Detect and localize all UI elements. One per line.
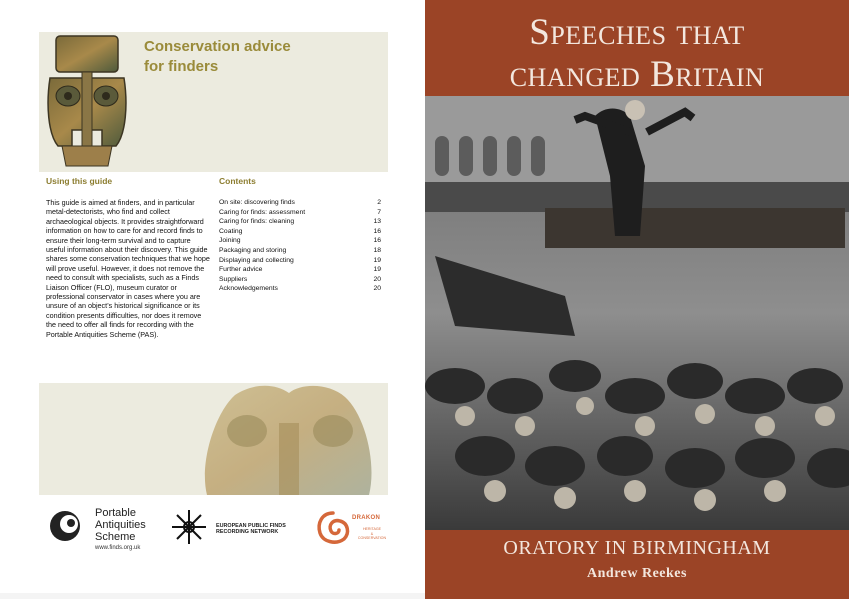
drakon-name: DRAKON	[352, 515, 381, 521]
contents-label: Joining	[219, 237, 241, 245]
contents-page: 16	[373, 227, 381, 235]
pas-logo-icon	[47, 509, 83, 543]
contents-page: 7	[377, 208, 381, 216]
contents-label: On site: discovering finds	[219, 199, 295, 206]
cover-title-line2: changed Britain	[509, 54, 765, 95]
crowd-speech-photo	[425, 96, 849, 530]
contents-label: Coating	[219, 227, 243, 235]
contents-row[interactable]	[219, 208, 381, 218]
contents-page: 16	[373, 237, 381, 245]
contents-page: 20	[373, 285, 381, 293]
intro-paragraph: This guide is aimed at finders, and in particular metal-detectorists, who find and collect archaeological objects. It provides straightforward information on how to care for and record finds to ensure their long-term survival and to capture useful information about their discovery. This guide shares some conservation techniques that we hope will prove useful. However, it does not remove the need to consult with specialists, such as a Finds Liaison Officer (FLO), museum curator or professional conservator in cases where you are unsure of an object’s historical significance or its condition presents difficulties, nor does it remove the need to offer all finds for recording with the Portable Antiquities Scheme (PAS).	[46, 198, 210, 339]
guide-title-line1: Conservation advice	[144, 38, 291, 55]
contents-label: Caring for finds: cleaning	[219, 218, 295, 226]
pas-url[interactable]: www.finds.org.uk	[95, 545, 141, 551]
cover-title-line1: Speeches that	[529, 12, 745, 53]
contents-list	[219, 198, 381, 294]
conservation-guide-page	[0, 0, 425, 593]
epfrn-line1: EUROPEAN PUBLIC FINDS	[216, 523, 286, 529]
contents-page: 13	[373, 218, 381, 226]
contents-label: Suppliers	[219, 275, 248, 283]
contents-label: Caring for finds: assessment	[219, 208, 306, 216]
guide-title	[144, 37, 344, 77]
contents-page: 19	[373, 266, 381, 274]
epfrn-line2: RECORDING NETWORK	[216, 529, 279, 536]
contents-row[interactable]	[219, 284, 381, 294]
partner-logos	[39, 505, 388, 565]
contents-page: 18	[373, 246, 381, 254]
cover-title	[425, 12, 849, 96]
contents-label: Packaging and storing	[219, 246, 287, 254]
contents-label: Displaying and collecting	[219, 256, 294, 264]
pas-line3: Scheme	[95, 531, 136, 543]
contents-row[interactable]	[219, 246, 381, 256]
contents-page: 19	[373, 256, 381, 264]
drakon-line3: CONSERVATION	[357, 536, 387, 541]
contents-page: 2	[377, 199, 381, 206]
contents-page: 20	[373, 275, 381, 283]
contents-row[interactable]	[219, 256, 381, 266]
brooch-detail-image	[39, 383, 388, 495]
epfrn-name	[216, 523, 311, 536]
drakon-subtitle	[357, 527, 387, 541]
contents-row[interactable]	[219, 275, 381, 285]
compass-rune-icon	[169, 507, 209, 547]
footer-band	[39, 383, 388, 495]
contents-label: Further advice	[219, 266, 263, 274]
pas-line1: Portable	[95, 507, 136, 519]
contents-row[interactable]	[219, 198, 381, 208]
book-cover	[425, 0, 849, 599]
drakon-line1: HERITAGE	[362, 527, 382, 531]
drakon-line2: &	[370, 531, 374, 536]
contents-label: Acknowledgements	[219, 285, 278, 293]
contents-row[interactable]	[219, 217, 381, 227]
pas-line2: Antiquities	[95, 519, 146, 531]
cover-subtitle: ORATORY IN BIRMINGHAM	[503, 537, 771, 559]
contents-row[interactable]	[219, 227, 381, 237]
cover-author: Andrew Reekes	[587, 566, 687, 581]
drakon-dragon-icon	[314, 509, 352, 547]
contents-row[interactable]	[219, 265, 381, 275]
pas-name	[95, 507, 146, 543]
contents-row[interactable]	[219, 236, 381, 246]
guide-title-line2: for finders	[144, 58, 219, 75]
brooch-image	[42, 34, 132, 170]
using-guide-heading: Using this guide	[46, 176, 113, 186]
contents-heading: Contents	[219, 176, 256, 186]
